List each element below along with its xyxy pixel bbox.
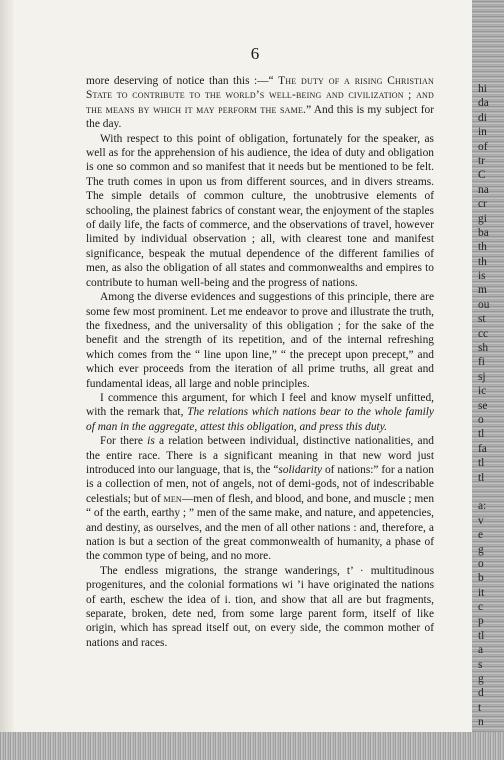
facing-page-fragment: tl (478, 457, 485, 470)
facing-page-fragment: gi (478, 212, 487, 225)
text-run: a relation between individual, distinctive nationalities, and the entire race. There is a significant meaning in that new word just introduced into our language, that is, the “ (86, 435, 434, 476)
facing-page-fragment: tr (478, 154, 485, 167)
facing-page-fragment: st (478, 313, 486, 326)
facing-page-fragment: se (478, 399, 488, 412)
facing-page-fragment: tl (478, 471, 485, 484)
facing-page-fragment: t (478, 701, 482, 714)
paragraph-p5 (86, 434, 434, 564)
facing-page-fragment: d (478, 687, 484, 700)
facing-page-fragment: th (478, 241, 487, 254)
facing-page-fragment: a: (478, 500, 487, 513)
facing-page-fragment: tl (478, 629, 485, 642)
paragraph-p6 (86, 564, 434, 650)
body-text (86, 74, 434, 650)
text-run: of nations:” for a nation is a collection of men, not of angels, not of demi-gods, not of indescribable celestials; but of (86, 463, 434, 505)
facing-page-fragment: ou (478, 298, 490, 311)
facing-page-fragment: it (478, 586, 485, 599)
text-run: Among the diverse evidences and suggestions of this principle, there are some few most prominent. Let me endeavor to prove and illustrate the truth, the fixedness, and the universality of this obligation ; for the sake of the benefit and the strength of its repetition, and of the internal refreshing which comes from the “ line upon line,” “ the precept upon precept,” and which ever proceeds from the iteration of all prime truths, all great and fundamental ideas, all large and noble principles. (86, 291, 434, 390)
facing-page-fragment: o (478, 557, 484, 570)
facing-page-fragment (478, 485, 500, 499)
facing-page-fragment: hi (478, 83, 487, 95)
text-run: more deserving of notice than this :—“ (86, 75, 279, 87)
facing-page-fragment: th (478, 255, 487, 268)
facing-page-fragment: cr (478, 198, 487, 211)
text-run: ” And this is my subject for the day. (86, 103, 434, 131)
facing-page-fragment: fi (478, 356, 485, 369)
text-run: The endless migrations, the strange wanderings, t’ · multitudinous progenitures, and the colonial formations wi ’i have originated the nations of earth, eschew the idea of i. tion, and show that all are but fragments, separate, broken, dete ned, from some large parent form, itself of like origin, which has spread itself out, on every side, the common mother of nations and races. (86, 564, 434, 649)
text-run: I commence this argument, for which I feel and know myself unfitted, with the remark that, (86, 391, 434, 419)
facing-page-fragment: p (478, 615, 484, 628)
facing-page-fragment: ba (478, 226, 489, 239)
facing-page-fragment: a (478, 644, 484, 657)
facing-page-fragment: of (478, 140, 488, 153)
facing-page-fragment: cc (478, 327, 489, 340)
text-run: With respect to this point of obligation, fortunately for the speaker, as well as for the apprehension of his audience, the idea of duty and obligation is one so common and so manifest that it needs but be mentioned to be felt. The truth comes in upon us from different sources, and in divers streams. The simple details of common culture, the unobtrusive elements of schooling, the plainest fabrics of constant wear, the enjoyment of the staples of daily life, the facts of commerce, and the observations of travel, however limited by individual observation ; all, with clearest tone and manifest significance, bespeak the mutual dependence of the different families of men, as also the obligation of all states and commonwealths and empires to contribute to human well-being and the progress of nations. (86, 132, 434, 289)
facing-page-fragment: di (478, 111, 487, 124)
text-run: The duty of a rising Christian State to contribute to the world’s well-being and civilization ; and the means by which it may perform the same. (86, 75, 434, 116)
text-run: The relations which nations bear to the whole family of man in the aggregate, attest this obligation, and press this duty. (86, 406, 434, 433)
facing-page-fragment: na (478, 183, 489, 196)
facing-page-fragment: m (478, 284, 487, 297)
facing-page-fragment: s (478, 658, 483, 671)
paragraph-p3 (86, 290, 434, 391)
facing-page-fragment: C (478, 169, 486, 182)
facing-page-fragment: c (478, 601, 484, 614)
facing-page-fragment: sh (478, 342, 489, 355)
facing-page-fragment: sj (478, 370, 486, 383)
facing-page-fragment: g (478, 543, 484, 556)
facing-page-fragment: g (478, 673, 484, 686)
facing-page-fragment: da (478, 97, 489, 110)
facing-page-fragment: n (478, 716, 484, 729)
paragraph-p4 (86, 391, 434, 434)
facing-page-fragment: o (478, 413, 484, 426)
paragraph-p1 (86, 74, 434, 132)
left-page-edge (0, 0, 14, 760)
paragraph-p2 (86, 132, 434, 290)
facing-page-fragment: tl (478, 428, 485, 441)
scan-bottom-edge (0, 732, 504, 760)
text-run: For there (100, 435, 148, 448)
facing-page-fragment: v (478, 514, 484, 527)
text-run: is (147, 435, 155, 448)
facing-page-fragment: in (478, 126, 487, 139)
text-run: solidarity (278, 463, 323, 476)
text-run: men (163, 492, 182, 505)
page-number: 6 (250, 44, 260, 63)
facing-page-fragments (478, 82, 500, 730)
facing-page-fragment: b (478, 572, 484, 585)
text-run: —men of flesh, and blood, and bone, and muscle ; men “ of the earth, earthy ; ” men of the same make, and nature, and appetencies, and destiny, as ourselves, and the men of all other nations : and, therefore, a nation is but a section of the great commonwealth of humanity, a phase of the common type of being, and no more. (86, 492, 435, 563)
facing-page-fragment: fa (478, 442, 487, 455)
facing-page-fragment: is (478, 270, 486, 283)
facing-page-fragment: ic (478, 385, 487, 398)
facing-page-fragment: e (478, 529, 484, 542)
